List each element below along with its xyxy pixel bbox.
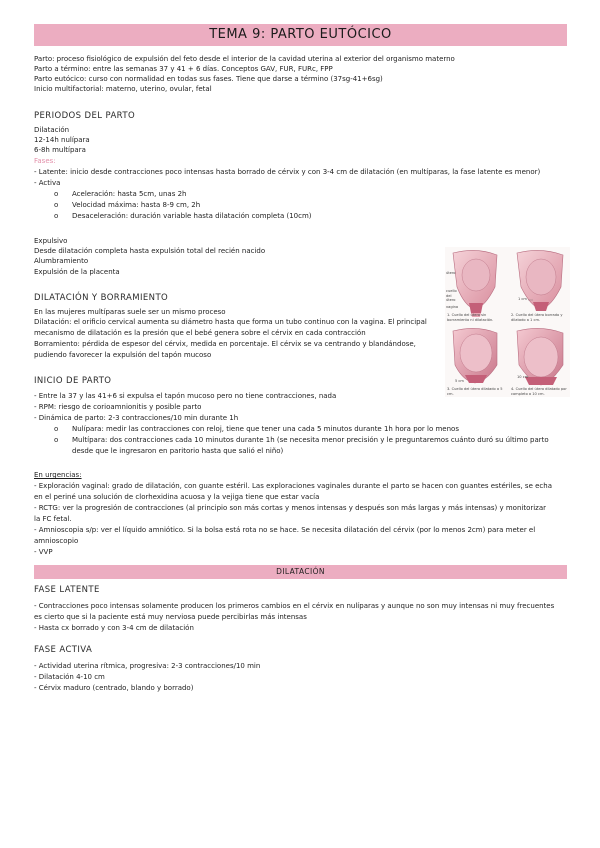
title-bar bbox=[34, 24, 567, 46]
caption-3: 3. Cuello del útero dilatado a 5 cm. bbox=[447, 387, 503, 396]
caption-2: 2. Cuello del útero borrado y dilatado a 1 cm. bbox=[511, 313, 563, 322]
heading-dilatacion-borramiento: DILATACIÓN Y BORRAMIENTO bbox=[34, 293, 169, 303]
urgencias-line: - Amnioscopia s/p: ver el líquido amniótico. Si la bolsa está rota no se hace. Se necesita dilatación del cérvix (por lo menos 2cm) para meter el bbox=[34, 526, 536, 534]
activa-line: - Activa bbox=[34, 179, 61, 187]
latente-line: - Hasta cx borrado y con 3-4 cm de dilatación bbox=[34, 624, 194, 632]
page-title: TEMA 9: PARTO EUTÓCICO bbox=[209, 27, 392, 42]
alumbramiento-label: Alumbramiento bbox=[34, 257, 89, 265]
activa-sub: Velocidad máxima: hasta 8-9 cm, 2h bbox=[72, 201, 201, 209]
inicio-sub: Multípara: dos contracciones cada 10 minutos durante 1h (se necesita menor precisión y le preguntaremos cuánto duró su último parto bbox=[72, 436, 549, 444]
activa-line: - Dilatación 4-10 cm bbox=[34, 673, 105, 681]
heading-periodos: PERIODOS DEL PARTO bbox=[34, 111, 136, 121]
intro-line: Inicio multifactorial: materno, uterino, ovular, fetal bbox=[34, 85, 212, 93]
inicio-sub: Nulípara: medir las contracciones con reloj, tiene que tener una cada 5 minutos durante 1h hora por lo menos bbox=[72, 425, 459, 433]
alumbramiento-text: Expulsión de la placenta bbox=[34, 268, 120, 276]
bullet-icon: o bbox=[54, 190, 59, 198]
multipara-text: 6-8h multípara bbox=[34, 146, 86, 154]
dilat-line: pudiendo favorecer la expulsión del tapón mucoso bbox=[34, 351, 212, 359]
label-1cm: 1 cm bbox=[518, 297, 527, 301]
dilat-line: mecanismo de dilatación es la presión que el bebé genera sobre el cérvix en cada contracción bbox=[34, 329, 366, 337]
intro-line: Parto a término: entre las semanas 37 y 41 + 6 días. Conceptos GAV, FUR, FURc, FPP bbox=[34, 65, 333, 73]
dilat-line: Dilatación: el orificio cervical aumenta su diámetro hasta que forma un tubo continuo con la vagina. El principal bbox=[34, 318, 427, 326]
fases-label: Fases: bbox=[34, 157, 56, 165]
section-bar bbox=[34, 565, 567, 579]
label-vagina: vagina bbox=[446, 305, 459, 309]
inicio-line: - Dinámica de parto: 2-3 contracciones/10 min durante 1h bbox=[34, 414, 239, 422]
inicio-line: - Entre la 37 y las 41+6 si expulsa el tapón mucoso pero no tiene contracciones, nada bbox=[34, 392, 337, 400]
heading-inicio-parto: INICIO DE PARTO bbox=[34, 376, 112, 386]
caption-4: 4. Cuello del útero dilatado por completo a 10 cm. bbox=[511, 387, 567, 396]
bullet-icon: o bbox=[54, 425, 59, 433]
label-5cm: 5 cm bbox=[455, 379, 464, 383]
heading-urgencias: En urgencias: bbox=[34, 471, 82, 479]
urgencias-line: amnioscopio bbox=[34, 537, 79, 545]
heading-fase-latente: FASE LATENTE bbox=[34, 585, 100, 595]
dilat-line: En las mujeres multíparas suele ser un mismo proceso bbox=[34, 308, 226, 316]
intro-line: Parto: proceso fisiológico de expulsión del feto desde el interior de la cavidad uterina al exterior del organismo materno bbox=[34, 55, 455, 63]
nulipara-text: 12-14h nulípara bbox=[34, 136, 90, 144]
urgencias-line: en el periné una solución de clorhexidina acuosa y la vejiga tiene que estar vacía bbox=[34, 493, 320, 501]
urgencias-line: - RCTG: ver la progresión de contracciones (al principio son más cortas y menos intensas y después son más largas y más intensas) y monitorizar bbox=[34, 504, 547, 512]
latente-line: es cierto que si la paciente está muy nerviosa puede percibirlas más intensas bbox=[34, 613, 307, 621]
label-utero: útero bbox=[446, 271, 456, 275]
caption-1: 1. Cuello del útero sin borramiento ni dilatación. bbox=[447, 313, 494, 322]
latente-line: - Contracciones poco intensas solamente producen los primeros cambios en el cérvix en nulíparas y aunque no son muy intensas ni muy frecuentes bbox=[34, 602, 555, 610]
latente-line: - Latente: inicio desde contracciones poco intensas hasta borrado de cérvix y con 3-4 cm de dilatación (en multíparas, la fase latente es menor) bbox=[34, 168, 541, 176]
expulsivo-label: Expulsivo bbox=[34, 237, 68, 245]
urgencias-line: - Exploración vaginal: grado de dilatación, con guante estéril. Las exploraciones vaginales durante el parto se hacen con guantes estériles, se echa bbox=[34, 482, 552, 490]
bullet-icon: o bbox=[54, 212, 59, 220]
dilatacion-label: Dilatación bbox=[34, 126, 70, 134]
bullet-icon: o bbox=[54, 201, 59, 209]
section-title: DILATACIÓN bbox=[276, 567, 325, 576]
inicio-sub-cont: desde que le ingresaron en paritorio hasta que salió el niño) bbox=[72, 447, 284, 455]
expulsivo-text: Desde dilatación completa hasta expulsión total del recién nacido bbox=[34, 247, 266, 255]
label-10cm: 10 cm bbox=[517, 375, 529, 379]
dilat-line: Borramiento: pérdida de espesor del cérvix, medida en porcentaje. El cérvix se va centrando y blandándose, bbox=[34, 340, 416, 348]
urgencias-line: la FC fetal. bbox=[34, 515, 72, 523]
bullet-icon: o bbox=[54, 436, 59, 444]
heading-fase-activa: FASE ACTIVA bbox=[34, 645, 93, 655]
activa-line: - Actividad uterina rítmica, progresiva: 2-3 contracciones/10 min bbox=[34, 662, 261, 670]
intro-line: Parto eutócico: curso con normalidad en todas sus fases. Tiene que darse a término (37sg-41+6sg) bbox=[34, 75, 383, 83]
label-cuello: cuello del útero bbox=[446, 289, 457, 303]
cervix-dilation-figure bbox=[445, 247, 570, 397]
activa-sub: Desaceleración: duración variable hasta dilatación completa (10cm) bbox=[72, 212, 312, 220]
inicio-line: - RPM: riesgo de corioamnionitis y posible parto bbox=[34, 403, 202, 411]
activa-line: - Cérvix maduro (centrado, blando y borrado) bbox=[34, 684, 194, 692]
urgencias-line: - VVP bbox=[34, 548, 53, 556]
activa-sub: Aceleración: hasta 5cm, unas 2h bbox=[72, 190, 187, 198]
